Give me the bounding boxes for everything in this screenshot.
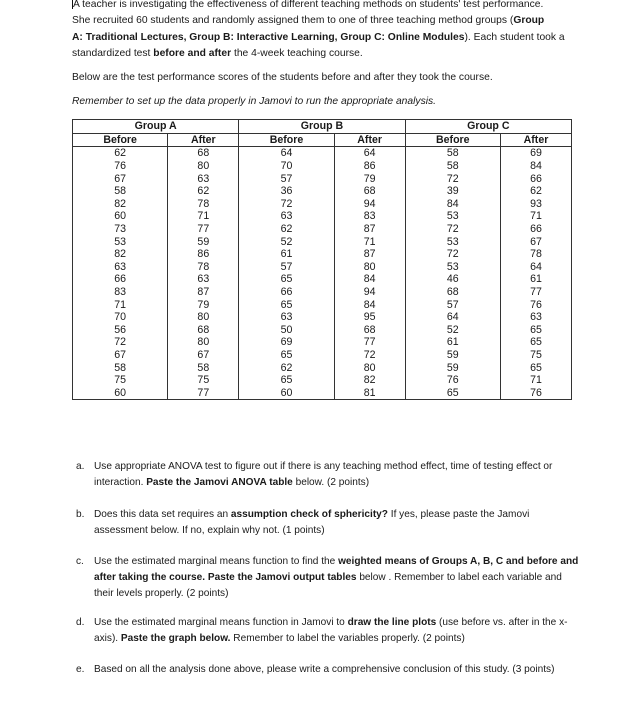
table-cell: 83: [334, 210, 405, 223]
table-cell: 63: [73, 261, 168, 274]
table-cell: 53: [405, 261, 500, 274]
table-cell: 70: [239, 160, 334, 173]
table-cell: 93: [500, 198, 571, 211]
table-cell: 72: [405, 172, 500, 185]
table-cell: 57: [239, 261, 334, 274]
question-b: b. Does this data set requires an assumption check of sphericity? If yes, please paste the Jamovi assessment below. If no, explain why not. (1 points): [76, 509, 530, 536]
table-cell: 84: [334, 273, 405, 286]
group-header-row: [73, 120, 572, 134]
question-label: d.: [76, 617, 85, 628]
table-cell: 52: [405, 324, 500, 337]
table-cell: 53: [73, 235, 168, 248]
table-cell: 63: [500, 311, 571, 324]
table-cell: 57: [405, 298, 500, 311]
table-row: [73, 160, 572, 173]
table-cell: 86: [168, 248, 239, 261]
intro-line-3: A: Traditional Lectures, Group B: Interactive Learning, Group C: Online Modules). Each student took a: [72, 31, 565, 43]
table-cell: 73: [73, 223, 168, 236]
group-c-header: Group C: [405, 120, 571, 134]
table-cell: 67: [73, 172, 168, 185]
table-cell: 64: [500, 261, 571, 274]
table-row: [73, 223, 572, 236]
table-cell: 94: [334, 198, 405, 211]
table-intro-text: Below are the test performance scores of the students before and after they took the course.: [72, 72, 493, 83]
table-cell: 84: [405, 198, 500, 211]
table-cell: 79: [168, 298, 239, 311]
table-cell: 65: [500, 336, 571, 349]
table-cell: 63: [239, 210, 334, 223]
table-cell: 65: [405, 386, 500, 399]
table-cell: 78: [500, 248, 571, 261]
sub-header-row: [73, 133, 572, 147]
table-cell: 65: [239, 273, 334, 286]
intro-line-1: A teacher is investigating the effectiveness of different teaching methods on students' test performance.: [72, 0, 592, 13]
table-cell: 68: [334, 185, 405, 198]
table-cell: 64: [405, 311, 500, 324]
table-cell: 77: [168, 223, 239, 236]
table-cell: 76: [73, 160, 168, 173]
table-cell: 60: [73, 386, 168, 399]
scores-table: [72, 119, 572, 400]
table-row: [73, 273, 572, 286]
intro-line-4: standardized test before and after the 4-week teaching course.: [72, 47, 363, 59]
table-cell: 56: [73, 324, 168, 337]
table-cell: 59: [405, 361, 500, 374]
table-cell: 52: [239, 235, 334, 248]
table-cell: 84: [500, 160, 571, 173]
table-row: [73, 210, 572, 223]
table-cell: 62: [500, 185, 571, 198]
question-c: c. Use the estimated marginal means function to find the weighted means of Groups A, B, C and before and after taking the course. Paste the Jamovi output tables below . Remember to label each variable and their levels properly. (2 points): [76, 556, 579, 599]
table-cell: 62: [73, 147, 168, 160]
table-cell: 62: [239, 223, 334, 236]
group-a-header: Group A: [73, 120, 239, 134]
table-cell: 77: [500, 286, 571, 299]
table-cell: 72: [239, 198, 334, 211]
table-cell: 59: [405, 349, 500, 362]
table-cell: 80: [334, 261, 405, 274]
table-cell: 75: [500, 349, 571, 362]
intro-paragraph: [72, 0, 592, 62]
intro-line-2: She recruited 60 students and randomly assigned them to one of three teaching method groups (Group: [72, 15, 545, 27]
table-cell: 82: [73, 248, 168, 261]
table-cell: 58: [73, 361, 168, 374]
question-label: b.: [76, 509, 85, 520]
table-cell: 87: [334, 223, 405, 236]
table-cell: 66: [239, 286, 334, 299]
table-cell: 53: [405, 210, 500, 223]
table-cell: 63: [168, 273, 239, 286]
table-cell: 67: [168, 349, 239, 362]
table-cell: 64: [334, 147, 405, 160]
table-cell: 36: [239, 185, 334, 198]
table-cell: 95: [334, 311, 405, 324]
table-cell: 87: [334, 248, 405, 261]
col-header: Before: [239, 133, 334, 147]
table-cell: 67: [73, 349, 168, 362]
group-b-header: Group B: [239, 120, 405, 134]
table-cell: 75: [168, 374, 239, 387]
table-cell: 79: [334, 172, 405, 185]
table-cell: 80: [168, 311, 239, 324]
table-cell: 58: [405, 160, 500, 173]
table-row: [73, 361, 572, 374]
table-cell: 60: [73, 210, 168, 223]
table-cell: 61: [405, 336, 500, 349]
col-header: Before: [73, 133, 168, 147]
table-cell: 84: [334, 298, 405, 311]
table-cell: 86: [334, 160, 405, 173]
table-cell: 65: [500, 324, 571, 337]
table-cell: 53: [405, 235, 500, 248]
table-row: [73, 172, 572, 185]
table-cell: 46: [405, 273, 500, 286]
table-cell: 72: [334, 349, 405, 362]
scores-table-body: [73, 147, 572, 400]
table-cell: 65: [239, 374, 334, 387]
table-cell: 76: [405, 374, 500, 387]
table-cell: 50: [239, 324, 334, 337]
table-cell: 66: [500, 172, 571, 185]
table-cell: 67: [500, 235, 571, 248]
table-cell: 62: [239, 361, 334, 374]
table-cell: 68: [168, 147, 239, 160]
table-cell: 77: [168, 386, 239, 399]
table-cell: 82: [334, 374, 405, 387]
table-cell: 77: [334, 336, 405, 349]
table-cell: 57: [239, 172, 334, 185]
col-header: After: [334, 133, 405, 147]
table-cell: 65: [239, 298, 334, 311]
table-cell: 80: [168, 160, 239, 173]
table-row: [73, 324, 572, 337]
question-d: d. Use the estimated marginal means function in Jamovi to draw the line plots (use before vs. after in the x-axis). Paste the graph below. Remember to label the variables properly. (2 points): [76, 617, 568, 644]
table-row: [73, 185, 572, 198]
table-cell: 63: [239, 311, 334, 324]
table-cell: 64: [239, 147, 334, 160]
table-row: [73, 349, 572, 362]
table-cell: 63: [168, 172, 239, 185]
table-cell: 71: [73, 298, 168, 311]
col-header: After: [500, 133, 571, 147]
table-cell: 80: [334, 361, 405, 374]
table-cell: 71: [334, 235, 405, 248]
table-row: [73, 374, 572, 387]
question-e: e. Based on all the analysis done above, please write a comprehensive conclusion of this study. (3 points): [76, 662, 581, 678]
table-cell: 72: [73, 336, 168, 349]
table-row: [73, 311, 572, 324]
table-cell: 71: [500, 374, 571, 387]
table-row: [73, 298, 572, 311]
table-cell: 59: [168, 235, 239, 248]
table-cell: 82: [73, 198, 168, 211]
table-row: [73, 286, 572, 299]
table-cell: 71: [500, 210, 571, 223]
question-label: e.: [76, 664, 85, 675]
table-cell: 66: [73, 273, 168, 286]
table-cell: 39: [405, 185, 500, 198]
table-cell: 62: [168, 185, 239, 198]
table-cell: 70: [73, 311, 168, 324]
table-cell: 78: [168, 261, 239, 274]
table-cell: 75: [73, 374, 168, 387]
jamovi-reminder: Remember to set up the data properly in Jamovi to run the appropriate analysis.: [72, 96, 437, 107]
table-cell: 61: [500, 273, 571, 286]
table-row: [73, 261, 572, 274]
table-cell: 87: [168, 286, 239, 299]
table-cell: 78: [168, 198, 239, 211]
table-cell: 76: [500, 298, 571, 311]
table-cell: 81: [334, 386, 405, 399]
table-cell: 68: [405, 286, 500, 299]
table-cell: 83: [73, 286, 168, 299]
table-cell: 80: [168, 336, 239, 349]
col-header: Before: [405, 133, 500, 147]
table-row: [73, 198, 572, 211]
table-row: [73, 386, 572, 399]
table-row: [73, 248, 572, 261]
table-cell: 76: [500, 386, 571, 399]
table-cell: 69: [239, 336, 334, 349]
table-cell: 58: [168, 361, 239, 374]
question-label: c.: [76, 556, 84, 567]
table-cell: 94: [334, 286, 405, 299]
table-cell: 58: [405, 147, 500, 160]
table-cell: 60: [239, 386, 334, 399]
table-cell: 61: [239, 248, 334, 261]
table-cell: 68: [168, 324, 239, 337]
table-cell: 71: [168, 210, 239, 223]
table-row: [73, 336, 572, 349]
table-cell: 58: [73, 185, 168, 198]
question-a: a. Use appropriate ANOVA test to figure out if there is any teaching method effect, time of testing effect or interaction. Paste the Jamovi ANOVA table below. (2 points): [76, 461, 553, 488]
question-label: a.: [76, 461, 85, 472]
table-row: [73, 147, 572, 160]
table-cell: 72: [405, 223, 500, 236]
table-cell: 68: [334, 324, 405, 337]
table-cell: 66: [500, 223, 571, 236]
table-cell: 72: [405, 248, 500, 261]
table-cell: 69: [500, 147, 571, 160]
table-cell: 65: [500, 361, 571, 374]
col-header: After: [168, 133, 239, 147]
table-row: [73, 235, 572, 248]
table-cell: 65: [239, 349, 334, 362]
